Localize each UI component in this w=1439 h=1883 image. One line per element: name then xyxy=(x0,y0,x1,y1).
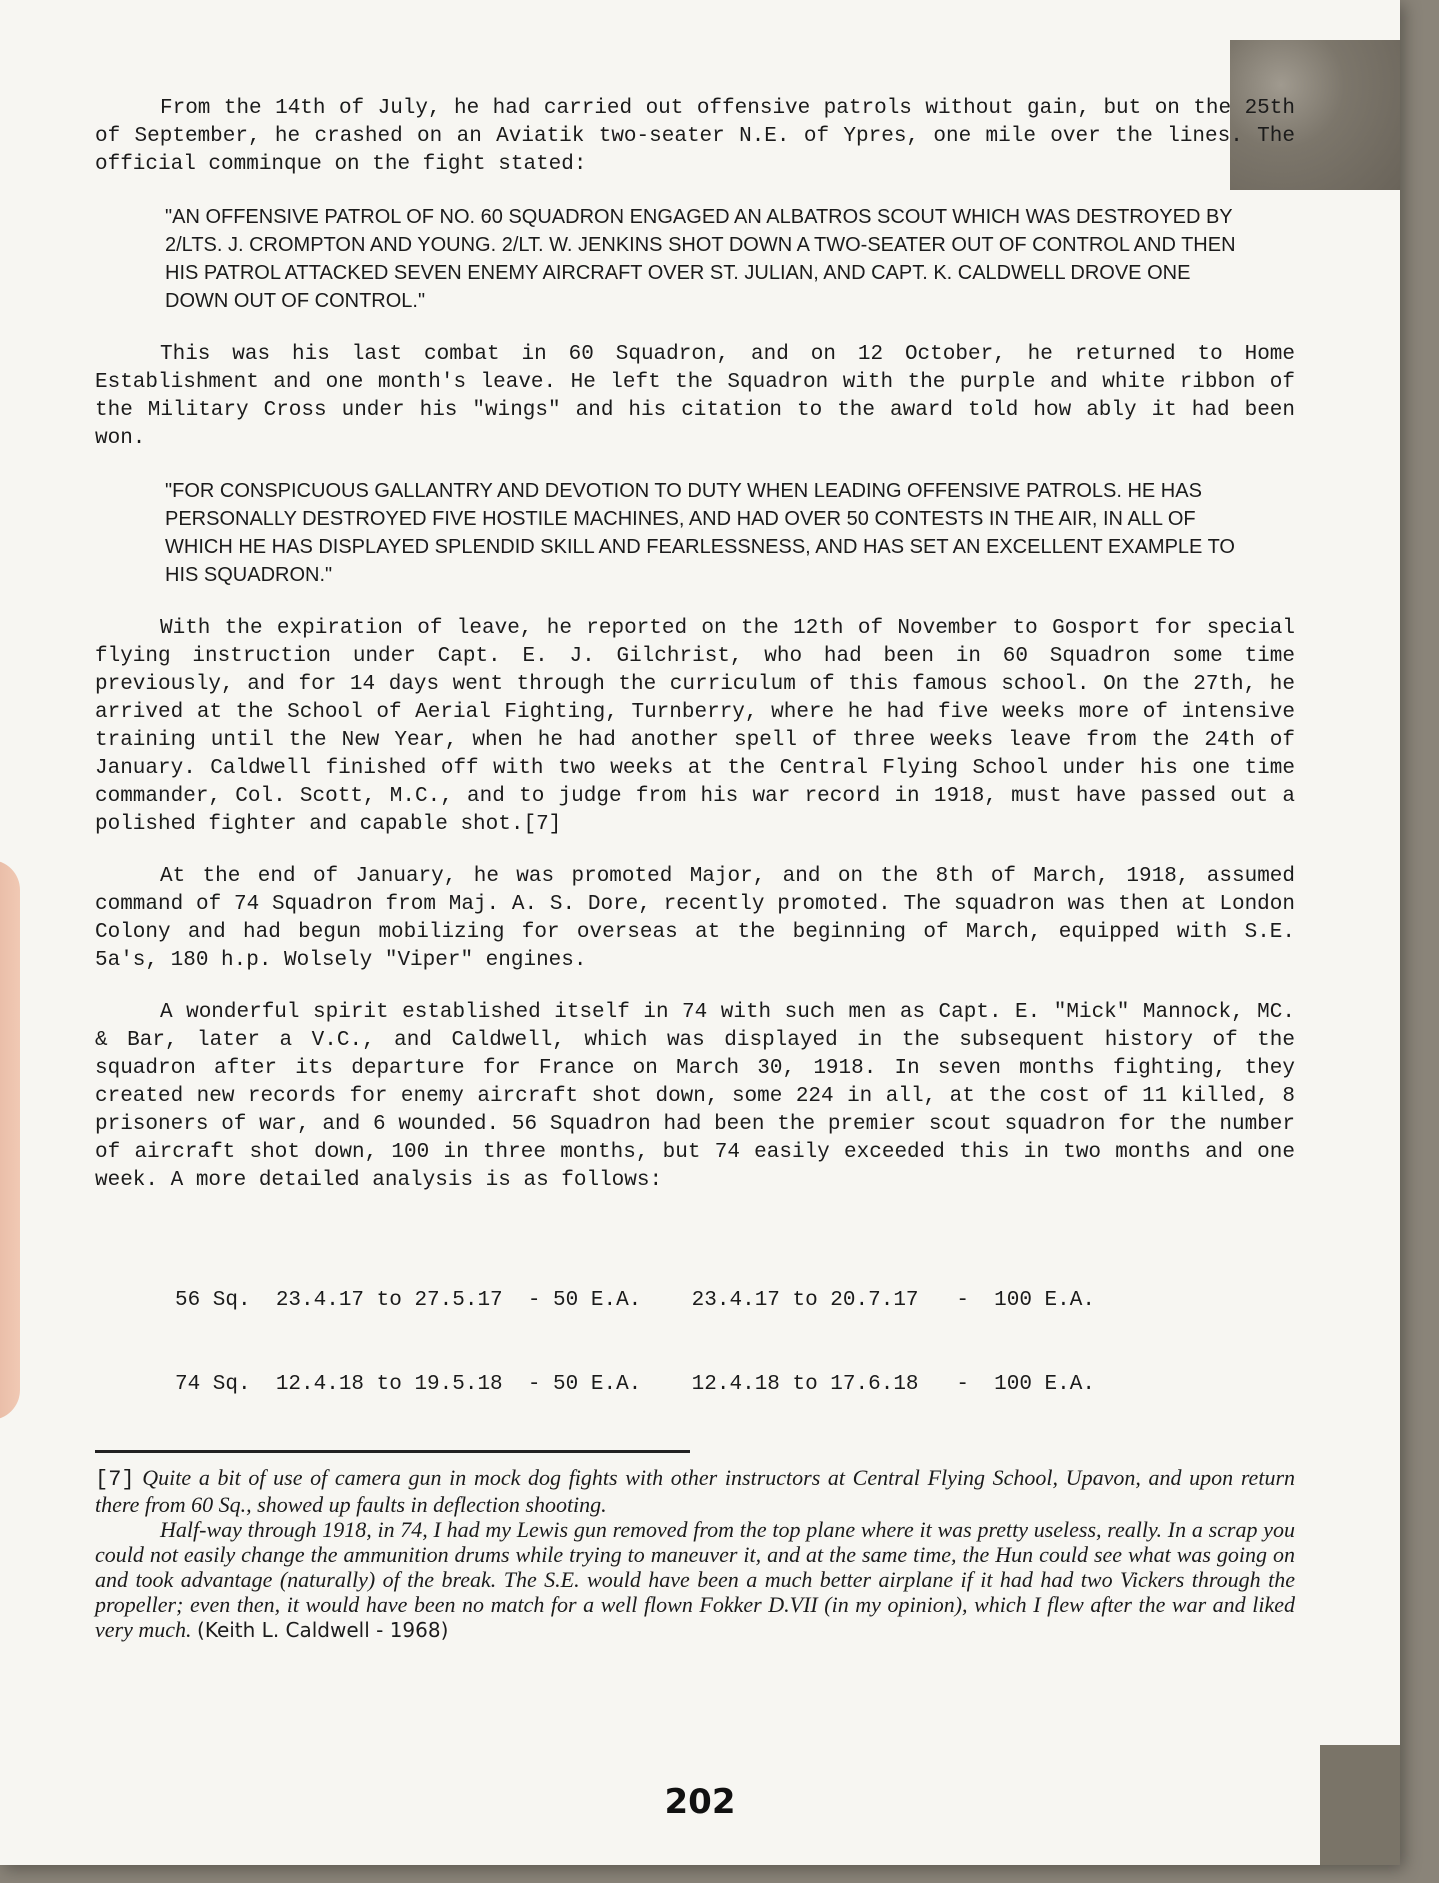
stats-row-56-squadron: 56 Sq. 23.4.17 to 27.5.17 - 50 E.A. 23.4.17 to 20.7.17 - 100 E.A. xyxy=(175,1289,1095,1312)
footnote xyxy=(95,1465,1295,1643)
citation-quote: "FOR CONSPICUOUS GALLANTRY AND DEVOTION TO DUTY WHEN LEADING OFFENSIVE PATROLS. HE HAS PERSONALLY DESTROYED FIVE HOSTILE MACHINES, AND HAD OVER 50 CONTESTS IN THE AIR, IN ALL OF WHICH HE HAS DISPLAYED SPLENDID SKILL AND FEARLESSNESS, AND HAS SET AN EXCELLENT EXAMPLE TO HIS SQUADRON." xyxy=(165,480,1235,586)
paragraph: With the expiration of leave, he reported on the 12th of November to Gosport for special flying instruction under Capt. E. J. Gilchrist, who had been in 60 Squadron some time previously, and for 14 days went through the curriculum of this famous school. On the 27th, he arrived at the School of Aerial Fighting, Turnberry, where he had five weeks more of intensive training until the New Year, when he had another spell of three weeks leave from the 24th of January. Caldwell finished off with two weeks at the Central Flying School under his one time commander, Col. Scott, M.C., and to judge from his war record in 1918, must have passed out a polished fighter and capable shot.[7] xyxy=(95,617,1295,836)
squadron-stats-table xyxy=(175,1231,1295,1455)
footnote-second-paragraph: Half-way through 1918, in 74, I had my Lewis gun removed from the top plane where it was pretty useless, really. In a scrap you could not easily change the ammunition drums while trying to maneuver it, and at the same time, the Hun could see what was going on and took advantage (naturally) of the break. The S.E. would have been a much better airplane if it had had two Vickers through the propeller; even then, it would have been no match for a well flown Fokker D.VII (in my opinion), which I flew after the war and liked very much. xyxy=(95,1517,1295,1642)
footnote-signature: (Keith L. Caldwell - 1968) xyxy=(197,1618,449,1642)
paragraph: From the 14th of July, he had carried out offensive patrols without gain, but on the 25th of September, he crashed on an Aviatik two-seater N.E. of Ypres, one mile over the lines. The official comminque on the fight stated: xyxy=(95,97,1295,176)
paragraph: At the end of January, he was promoted Major, and on the 8th of March, 1918, assumed command of 74 Squadron from Maj. A. S. Dore, recently promoted. The squadron was then at London Colony and had begun mobilizing for overseas at the beginning of March, equipped with S.E. 5a's, 180 h.p. Wolsely "Viper" engines. xyxy=(95,865,1295,972)
communique-quote: "AN OFFENSIVE PATROL OF NO. 60 SQUADRON ENGAGED AN ALBATROS SCOUT WHICH WAS DESTROYED BY 2/LTS. J. CROMPTON AND YOUNG. 2/LT. W. JENKINS SHOT DOWN A TWO-SEATER OUT OF CONTROL AND THEN HIS PATROL ATTACKED SEVEN ENEMY AIRCRAFT OVER ST. JULIAN, AND CAPT. K. CALDWELL DROVE ONE DOWN OUT OF CONTROL." xyxy=(165,206,1236,312)
holding-finger xyxy=(0,860,20,1420)
footnote-first-paragraph: Quite a bit of use of camera gun in mock dog fights with other instructors at Central Flying School, Upavon, and upon return there from 60 Sq., showed up faults in deflection shooting. xyxy=(95,1465,1295,1517)
body-text xyxy=(95,95,1295,1455)
stats-row-74-squadron: 74 Sq. 12.4.18 to 19.5.18 - 50 E.A. 12.4.18 to 17.6.18 - 100 E.A. xyxy=(175,1373,1095,1396)
paragraph: A wonderful spirit established itself in 74 with such men as Capt. E. "Mick" Mannock, MC. & Bar, later a V.C., and Caldwell, which was displayed in the subsequent history of the squadron after its departure for France on March 30, 1918. In seven months fighting, they created new records for enemy aircraft shot down, some 224 in all, at the cost of 11 killed, 8 prisoners of war, and 6 wounded. 56 Squadron had been the premier scout squadron for the number of aircraft shot down, 100 in three months, but 74 easily exceeded this in two months and one week. A more detailed analysis is as follows: xyxy=(95,1001,1295,1192)
footnote-number: [7] xyxy=(95,1467,135,1492)
footnote-divider xyxy=(95,1450,690,1453)
page-number: 202 xyxy=(664,1782,736,1822)
paragraph: This was his last combat in 60 Squadron, and on 12 October, he returned to Home Establishment and one month's leave. He left the Squadron with the purple and white ribbon of the Military Cross under his "wings" and his citation to the award told how ably it had been won. xyxy=(95,343,1295,450)
